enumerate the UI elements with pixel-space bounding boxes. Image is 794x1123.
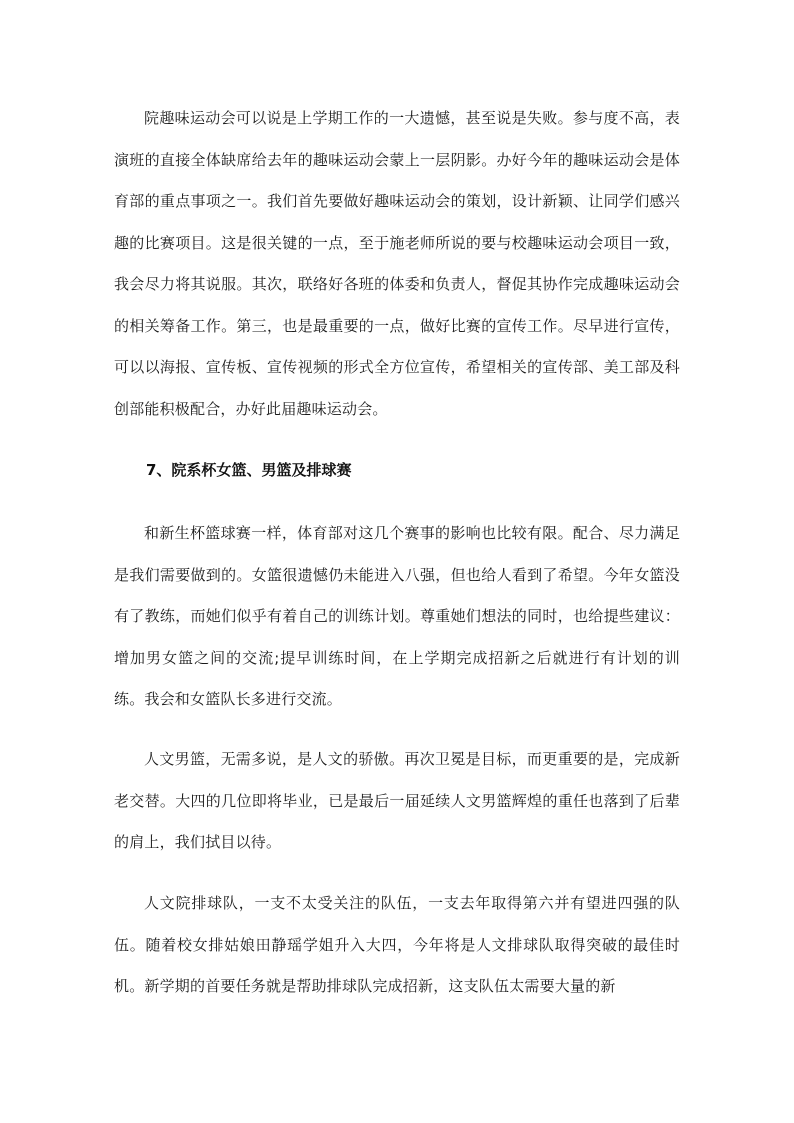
section-heading: 7、院系杯女篮、男篮及排球赛	[146, 461, 352, 479]
paragraph-mens-basketball: 人文男篮，无需多说，是人文的骄傲。再次卫冕是目标，而更重要的是，完成新老交替。大四的几位即将毕业，已是最后一届延续人文男篮辉煌的重任也落到了后辈的肩上，我们拭目以待。	[114, 750, 680, 851]
paragraph-fun-sports-meet: 院趣味运动会可以说是上学期工作的一大遗憾，甚至说是失败。参与度不高，表演班的直接全体缺席给去年的趣味运动会蒙上一层阴影。办好今年的趣味运动会是体育部的重点事项之一。我们首先要做好趣味运动会的策划，设计新颖、让同学们感兴趣的比赛项目。这是很关键的一点，至于施老师所说的要与校趣味运动会项目一致，我会尽力将其说服。其次，联络好各班的体委和负责人，督促其协作完成趣味运动会的相关筹备工作。第三，也是最重要的一点，做好比赛的宣传工作。尽早进行宣传，可以以海报、宣传板、宣传视频的形式全方位宣传，希望相关的宣传部、美工部及科创部能积极配合，办好此届趣味运动会。	[114, 109, 680, 418]
paragraph-volleyball: 人文院排球队，一支不太受关注的队伍，一支去年取得第六并有望进四强的队伍。随着校女排姑娘田静瑶学姐升入大四，今年将是人文排球队取得突破的最佳时机。新学期的首要任务就是帮助排球队完成招新，这支队伍太需要大量的新	[114, 894, 680, 995]
paragraph-womens-basketball: 和新生杯篮球赛一样，体育部对这几个赛事的影响也比较有限。配合、尽力满足是我们需要做到的。女篮很遗憾仍未能进入八强，但也给人看到了希望。今年女篮没有了教练，而她们似乎有着自己的训练计划。尊重她们想法的同时，也给提些建议：增加男女篮之间的交流;提早训练时间，在上学期完成招新之后就进行有计划的训练。我会和女篮队长多进行交流。	[114, 524, 680, 708]
